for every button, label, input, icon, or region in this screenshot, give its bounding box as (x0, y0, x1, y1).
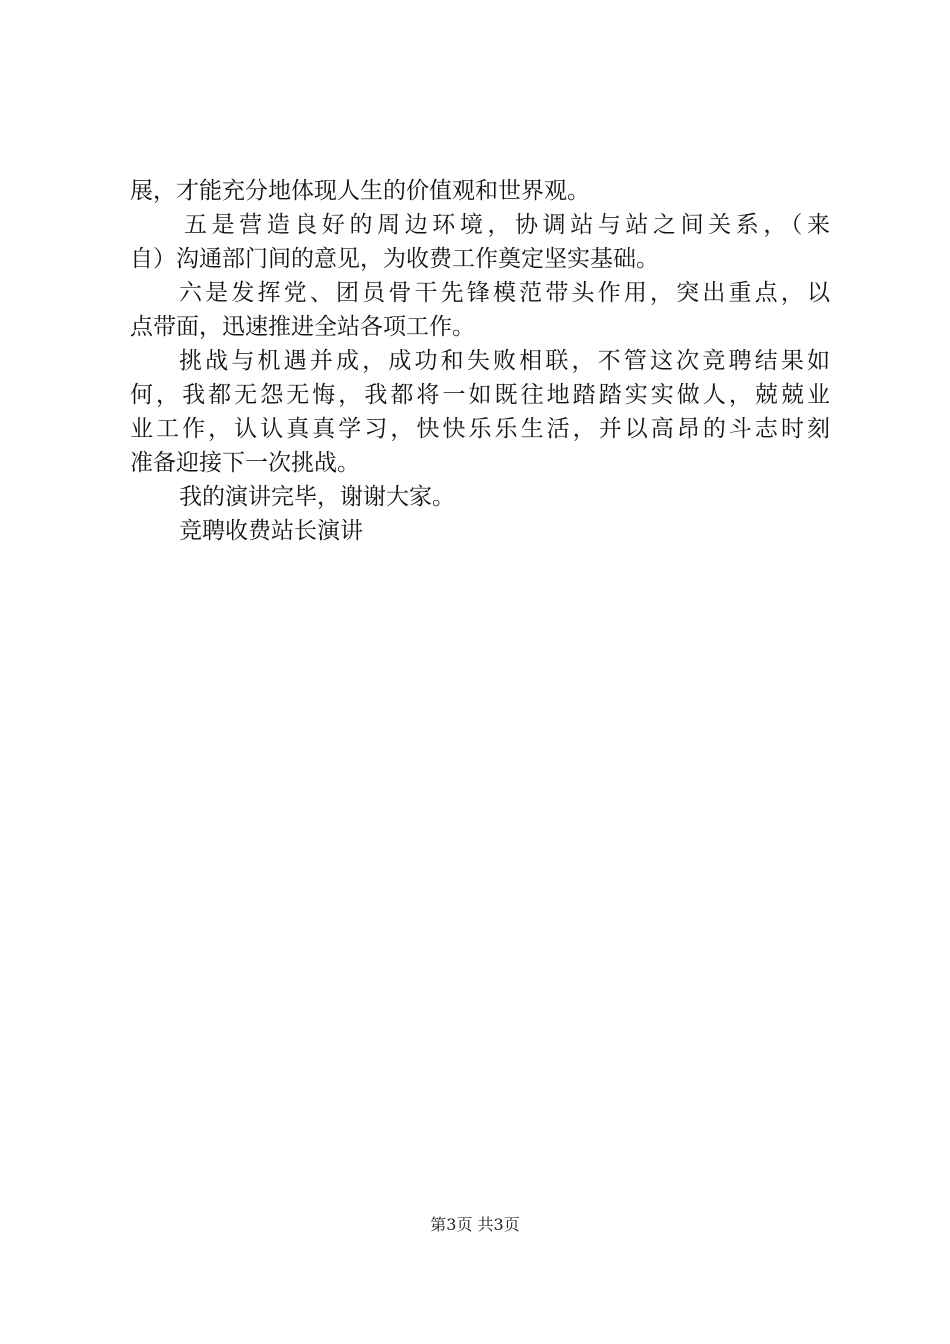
text-line-8: 业工作，认认真真学习，快快乐乐生活，并以高昂的斗志时刻 (130, 416, 830, 442)
text-line-9: 准备迎接下一次挑战。 (130, 450, 360, 476)
text-line-4: 六是发挥党、团员骨干先锋模范带头作用，突出重点，以 (179, 280, 830, 306)
text-line-1: 展，才能充分地体现人生的价值观和世界观。 (130, 178, 590, 204)
document-body (130, 174, 830, 548)
text-line-7: 何，我都无怨无悔，我都将一如既往地踏踏实实做人，兢兢业 (130, 382, 830, 408)
text-line-11: 竞聘收费站长演讲 (179, 518, 363, 544)
text-line-2: 五是营造良好的周边环境，协调站与站之间关系，（来 (184, 212, 830, 238)
text-line-10: 我的演讲完毕，谢谢大家。 (179, 484, 455, 510)
text-line-3: 自）沟通部门间的意见，为收费工作奠定坚实基础。 (130, 246, 659, 272)
page-number-footer: 第3页 共3页 (430, 1215, 520, 1234)
text-line-6: 挑战与机遇并成，成功和失败相联，不管这次竞聘结果如 (179, 348, 830, 374)
text-line-5: 点带面，迅速推进全站各项工作。 (130, 314, 475, 340)
